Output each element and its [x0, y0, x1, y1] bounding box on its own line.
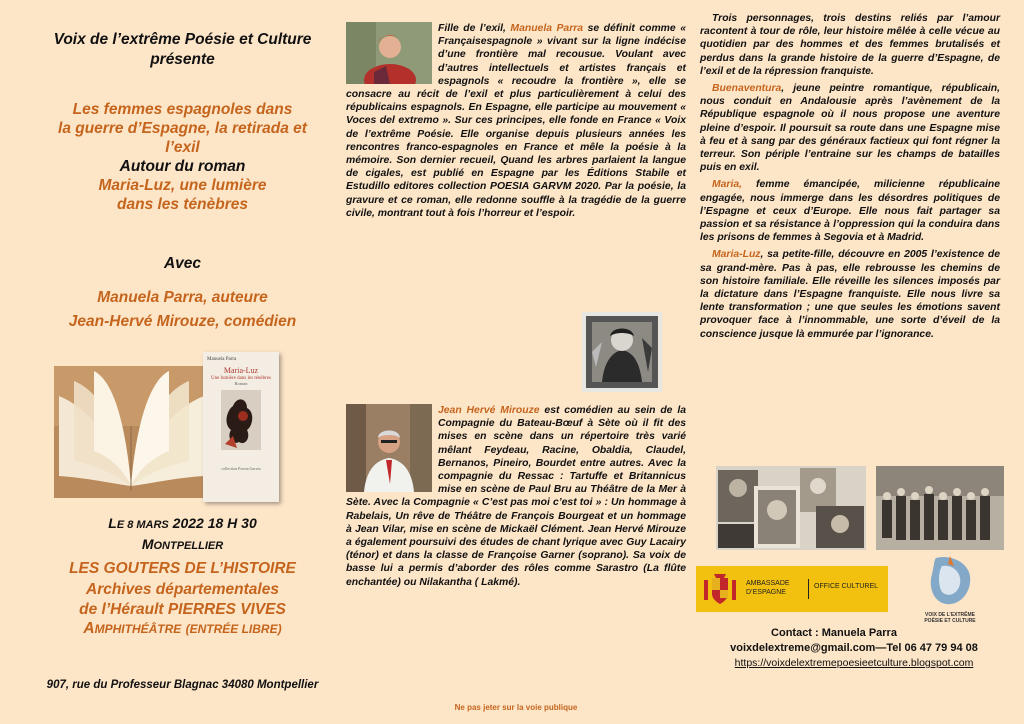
amphitheatre-line: AMPHITHÉÂTRE (ENTRÉE LIBRE) — [83, 620, 282, 637]
voix-de-lextreme-logo — [920, 552, 980, 628]
venue-line-2: de l’Hérault PIERRES VIVES — [79, 601, 286, 618]
around-novel: Autour du roman — [119, 158, 246, 175]
spanish-embassy-logo — [696, 566, 888, 612]
historical-women-photo-collage — [716, 466, 866, 550]
presenter-line: Voix de l’extrême Poésie et Culture — [53, 31, 312, 48]
left-column — [20, 0, 345, 724]
manuela-parra-photo — [346, 22, 432, 84]
middle-column — [346, 0, 686, 724]
embassy-label-2: D’ESPAGNE — [746, 589, 786, 596]
venue-line-1: Archives départementales — [86, 581, 279, 598]
engraving-image — [582, 312, 662, 392]
manuela-bio: Fille de l’exil, Manuela Parra se définit comme « Françaisespagnole » vivant sur la ligne indécise d’une frontière mal recousue. Voulant avec d’autres intellectuels et artistes français et espagnols « recoudre la frontière », elle se consacre au récit de l’exil et plus particulièrement à celui des républicains espagnols. En Espagne, elle participe au mouvement « Voces del extremo ». Sur ces principes, elle fonde en France « Voix de l’extrême Poésie. Elle organise depuis plusieurs années les rencontres franco-espagnoles en France et mêle la poésie à la mémoire. Son dernier recueil, Quand les arbres parlaient la langue de cigales, est publié en Espagne par les Éditions Stabile et Estudillo editores collection POESIA GARVM 2020. Par la poésie, la gravure et ce roman, elle redonne souffle à la tragédie de la guerre civile, montrant tout à fois l’horreur et l’espoir. — [346, 23, 686, 219]
book-cover-author: Manuela Parra — [207, 357, 237, 362]
event-series: LES GOUTERS DE L’HISTOIRE — [69, 560, 296, 577]
disposal-notice: Ne pas jeter sur la voie publique — [454, 703, 578, 712]
event-city: MONTPELLIER — [141, 536, 224, 552]
contact-email-phone[interactable]: voixdelextreme@gmail.com—Tel 06 47 79 94 08 — [730, 642, 978, 654]
novel-title-1: Maria-Luz, une lumière — [98, 177, 267, 194]
character-maria: Maria, femme émancipée, milicienne républicaine engagée, nous immerge dans les désordres politiques de l’Espagne et ceux d’Europe. Elle nous fait partager sa passion et sa résistance à l’oppression qui la conduira dans les prisons de femmes à Segovia et à Madrid. — [700, 179, 1000, 244]
contact-label: Contact : Manuela Parra — [771, 627, 897, 639]
venue-address: 907, rue du Professeur Blagnac 34080 Montpellier — [46, 679, 319, 691]
title-line-2: la guerre d’Espagne, la retirada et — [58, 120, 307, 137]
right-column — [700, 0, 1008, 724]
novel-title-2: dans les ténèbres — [117, 196, 248, 213]
spanish-coat-of-arms-icon — [702, 572, 738, 606]
cultural-office-label: OFFICE CULTUREL — [814, 583, 879, 590]
book-cover-title: Maria-Luz — [223, 366, 259, 375]
voix-logo-text-2: POÉSIE ET CULTURE — [924, 618, 976, 624]
event-date: LE 8 MARS 2022 18 H 30 — [108, 515, 257, 531]
jean-herve-bio: Jean Hervé Mirouze est comédien au sein de la Compagnie du Bateau-Bœuf à Sète où il fit des mises en scène dans un répertoire très varié mêlant Feydeau, Racine, Obaldia, Claudel, Bernanos, Pineiro, Bourdet entre autres. Avec la compagnie du Ressac : Tartuffe et Britannicus mise en scène de Paul Bru au Théâtre de la Mer à Sète. Avec la Compagnie « C’est pas moi c’est toi » : Un hommage à Rabelais, Un rêve de Théâtre de François Bourgeat et un hommage à Jean Vilar, mise en scène de Mickaël Clément. Jean Hervé Mirouze a également poursuivi des études de chant lyrique avec Guy Lacairy (ténor) et dans la classe de Françoise Garner (soprano). Sa voix de basse lui a permis d’aborder des rôles comme Sarastro (La flûte enchantée) ou Nilakantha ( Lakmé). — [346, 405, 686, 588]
with-label: Avec — [163, 255, 202, 272]
book-cover-genre: Roman — [234, 381, 248, 386]
historical-group-photo — [876, 466, 1004, 550]
synopsis-intro: Trois personnages, trois destins reliés par l’amour racontent à tour de rôle, leur histoire mêlée à celle vécue au quotidien par des hommes et des femmes brutalisés et perdus dans la grande histoire de la guerre d’Espagne, de l’exil et de la répression franquiste. — [700, 13, 1000, 77]
embassy-label-1: AMBASSADE — [746, 580, 790, 587]
presents-line: présente — [150, 51, 215, 68]
author-line: Manuela Parra, auteure — [97, 289, 268, 306]
character-buenaventura: Buenaventura, jeune peintre romantique, républicain, nous conduit en Andalousie après l’avènement de la République espagnole où il nous propose une aventure pleine d’espoir. Il poursuit sa route dans une Espagne mise à feu et à sang par des généraux factieux qui font régner la terreur. Son périple l’entraine sur les champs de batailles puis en exil. — [700, 83, 1000, 174]
voix-logo-text-1: VOIX DE L’EXTRÊME — [924, 612, 975, 618]
book-cover-image — [203, 352, 279, 502]
book-cover-collection: collection Poesia Garvm — [221, 466, 261, 471]
title-line-3: l’exil — [165, 139, 200, 156]
title-line-1: Les femmes espagnoles dans — [72, 101, 293, 118]
voix-logo-mark — [920, 552, 980, 612]
book-cover-art — [203, 386, 279, 466]
character-maria-luz: Maria-Luz, sa petite-fille, découvre en 2005 l’existence de sa grand-mère. Pas à pas, elle rebrousse les chemins de son histoire familiale. Elle réveille les silences imposés par la dictature dans l’Espagne franquiste. Elle nous livre sa lente transformation ; une que seules les émotions savent provoquer face à l’innommable, une sorte d’éveil de la conscience jusque là emmurée par l’ignorance. — [700, 249, 1000, 340]
open-book-image — [54, 366, 209, 498]
jean-herve-mirouze-photo — [346, 404, 432, 492]
actor-line: Jean-Hervé Mirouze, comédien — [68, 313, 297, 330]
book-cover-subtitle: Une lumière dans les ténèbres — [211, 376, 271, 381]
contact-blog-link[interactable]: https://voixdelextremepoesieetculture.blogspot.com — [734, 657, 974, 669]
